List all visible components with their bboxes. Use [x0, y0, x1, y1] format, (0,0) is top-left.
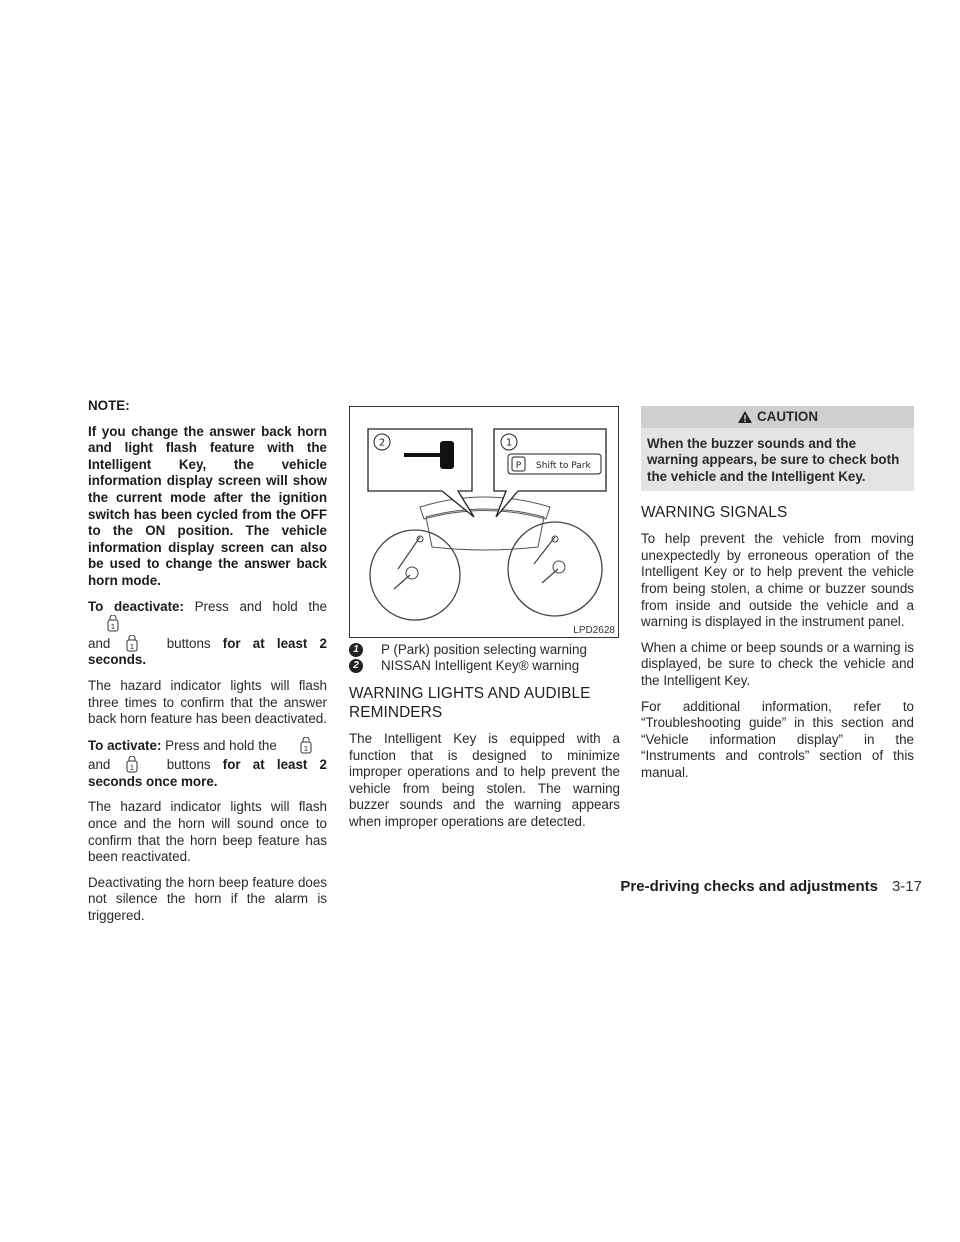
and-text-2: and	[88, 757, 111, 773]
note-body: If you change the answer back horn and light flash feature with the Intelligent Key, the vehicle information display screen will show the current mode after the ignition switch has been cycled from the OFF to the ON position. The vehicle information display screen can also be used to change the answer back horn mode.	[88, 423, 327, 588]
caution-body: When the buzzer sounds and the warning appears, be sure to check both the vehicle and the Intelligent Key.	[647, 436, 900, 484]
deactivate-instruction	[88, 599, 327, 633]
activate-instruction-cont	[88, 756, 327, 790]
svg-text:P: P	[515, 461, 522, 471]
callout-2: 2	[378, 437, 386, 449]
buttons-text: buttons	[166, 635, 211, 651]
instrument-cluster-illustration	[350, 407, 620, 639]
warning-triangle-icon	[737, 410, 753, 424]
legend-item	[349, 642, 620, 658]
svg-text:1: 1	[110, 623, 116, 632]
activate-instruction	[88, 737, 327, 755]
press-hold-text-2: Press and hold the	[165, 737, 277, 753]
svg-text:1: 1	[129, 764, 134, 773]
lock-button-icon	[123, 635, 145, 652]
legend-number: 2	[349, 659, 363, 673]
section-body: The Intelligent Key is equipped with a function that is designed to minimize improper operations and to help prevent the vehicle from being stolen. The warning buzzer sounds and the warning appears when improper operations are detected.	[349, 731, 620, 829]
footer-section-title: Pre-driving checks and adjustments	[620, 878, 878, 895]
note-label: NOTE:	[88, 398, 130, 413]
page-footer	[620, 878, 922, 895]
legend-text: NISSAN Intelligent Key® warning	[381, 658, 580, 673]
figure-id: LPD2628	[573, 625, 615, 636]
legend-number: 1	[349, 643, 363, 657]
unlock-button-icon-2	[295, 737, 317, 754]
activate-duration: for at least 2 seconds once more.	[88, 757, 327, 789]
activate-result: The hazard indicator lights will flash once and the horn will sound once to confirm that the horn beep feature has been reactivated.	[88, 799, 327, 865]
paragraph: When a chime or beep sounds or a warning is displayed, be sure to check the vehicle and the Intelligent Key.	[641, 639, 914, 688]
legend-item	[349, 658, 620, 674]
legend-text: P (Park) position selecting warning	[381, 642, 587, 657]
deactivate-instruction-cont	[88, 635, 327, 669]
shift-to-park-text: Shift to Park	[536, 461, 591, 471]
page-number: 3-17	[891, 878, 922, 895]
buttons-text-2: buttons	[166, 757, 211, 773]
warning-signals-heading: WARNING SIGNALS	[641, 504, 788, 522]
callout-1: 1	[505, 437, 513, 449]
paragraph: For additional information, refer to “Troubleshooting guide” in this section and “Vehicle information display” in the “Instruments and controls” section of this manual.	[641, 698, 914, 780]
lock-button-icon-2	[123, 756, 145, 773]
deactivate-label: To deactivate:	[88, 598, 184, 614]
middle-column	[349, 406, 620, 840]
key-warning-icon	[404, 453, 440, 457]
press-hold-text: Press and hold the	[194, 598, 328, 614]
svg-text:1: 1	[303, 744, 308, 753]
unlock-button-icon	[102, 615, 124, 632]
left-column	[88, 398, 327, 934]
deactivate-result: The hazard indicator lights will flash three times to confirm that the answer back horn feature has been deactivated.	[88, 677, 327, 727]
instrument-panel-figure	[349, 406, 619, 638]
caution-header	[641, 406, 914, 428]
figure-legend	[349, 642, 620, 674]
section-heading: WARNING LIGHTS AND AUDIBLE REMINDERS	[349, 685, 591, 721]
silence-note: Deactivating the horn beep feature does not silence the horn if the alarm is triggered.	[88, 874, 327, 924]
caution-box	[641, 406, 914, 491]
caution-title: CAUTION	[757, 408, 818, 424]
right-column	[641, 406, 914, 791]
and-text: and	[88, 635, 111, 651]
deactivate-duration: for at least 2 seconds.	[88, 635, 327, 668]
svg-text:1: 1	[129, 642, 134, 651]
activate-label: To activate:	[88, 737, 162, 753]
paragraph: To help prevent the vehicle from moving unexpectedly by erroneous operation of the Intelligent Key or to help prevent the vehicle from being stolen, a chime or buzzer sounds from inside and outside the vehicle and a warning is displayed in the instrument panel.	[641, 531, 914, 630]
